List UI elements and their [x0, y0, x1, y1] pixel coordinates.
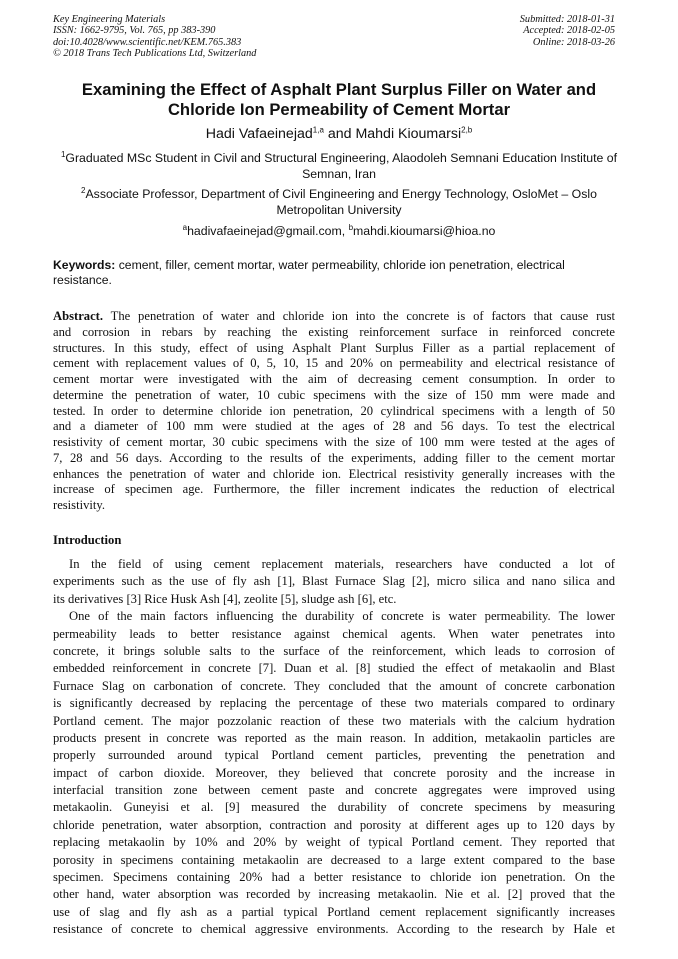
header-line: ISSN: 1662-9795, Vol. 765, pp 383-390	[53, 25, 216, 37]
text-line: embedded reinforcement in concrete [7]. Duan et al. [8] studied the effect of metakaolin and Blast	[53, 661, 615, 676]
text-line: interfacial transition zone between cement paste and concrete aggregates were improved using	[53, 783, 615, 798]
header-line: © 2018 Trans Tech Publications Ltd, Switzerland	[53, 48, 257, 60]
emails	[60, 224, 618, 240]
header-line: Key Engineering Materials	[53, 14, 166, 25]
author-name: Mahdi Kioumarsi	[355, 126, 462, 142]
section-heading: Introduction	[53, 533, 122, 547]
text-line: products present in concrete was reported as the main reason. In addition, metakaolin particles are	[53, 730, 615, 745]
text-line: experiments such as the use of fly ash [1], Blast Furnace Slag [2], micro silica and nano silica and	[53, 574, 615, 589]
text-line: increase of specimen age. Furthermore, the filler increment indicates the reduction of electrical	[53, 482, 615, 497]
text-line: Furnace Slag on carbonation of concrete. They concluded that the amount of concrete carbonation	[53, 678, 615, 693]
text-line: and a diameter of 100 mm were studied at the ages of 28 and 56 days. To test the electrical	[53, 419, 615, 434]
text-line: porosity in specimens containing metakaolin are decreased to a large extent compared to the base	[53, 852, 615, 867]
text-line: replacing metakaolin by 10% and 20% by weight of typical Portland cement. They reported that	[53, 835, 615, 850]
text-line: structures. In this study, effect of using Asphalt Plant Surplus Filler as a partial replacement of	[53, 340, 615, 355]
header-line: Online: 2018-03-26	[532, 36, 615, 48]
text-line: other hand, water absorption was recorded by increasing metakaolin. Nie et al. [2] proved that the	[53, 887, 615, 902]
text-line: tested. In order to determine chloride ion penetration, 20 cylindrical specimens with a length of 50	[53, 403, 615, 418]
text-line-content: The penetration of water and chloride ion into the concrete is of factors that cause rust	[103, 309, 615, 323]
text-line: cement with replacement values of 0, 5, 10, 15 and 20% on permeability and electrical resistance of	[53, 356, 615, 371]
email-link[interactable]: hadivafaeinejad@gmail.com	[187, 224, 342, 238]
authors	[40, 126, 638, 142]
header-line: doi:10.4028/www.scientific.net/KEM.765.383	[53, 36, 242, 48]
text-line: metakaolin. Guneyisi et al. [9] measured the durability of concrete specimens by measuring	[53, 800, 615, 815]
text-line: concrete, it brings soluble salts to the surface of the reinforcement, which leads to corrosion of	[53, 643, 615, 658]
text-line: permeability leads to better resistance against chemical agents. When water penetrates into	[53, 626, 615, 641]
affiliation	[60, 187, 618, 218]
affiliation	[60, 151, 618, 182]
introduction-body	[53, 556, 615, 939]
paragraph	[53, 608, 615, 938]
text-line: 7, 28 and 56 days. According to the results of the experiments, adding filler to the cement mortar	[53, 450, 615, 465]
text-line: resistance of concrete to chemical aggressive environments. According to the research by Hale et	[53, 922, 615, 937]
keywords-text: cement, filler, cement mortar, water permeability, chloride ion penetration, electrical resistance.	[53, 258, 569, 287]
affiliation-mark: 1	[60, 149, 66, 159]
text-line: resistivity.	[53, 498, 106, 512]
author-separator: and	[323, 126, 356, 142]
email-link[interactable]: mahdi.kioumarsi@hioa.no	[353, 224, 496, 238]
text-line: determine the penetration of water, 10 cubic specimens with the size of 150 mm were made and	[53, 387, 615, 402]
text-line	[53, 309, 615, 325]
journal-info	[53, 14, 256, 60]
text-line: enhances the penetration of water and chloride ion. Electrical resistivity generally increases with the	[53, 466, 615, 481]
text-line: resistivity of cement mortar, 30 cubic specimens with the size of 100 mm were tested at the ages of	[53, 435, 615, 449]
text-line: use of slag and fly ash as a partial typical Portland cement replacement significantly increases	[53, 904, 615, 919]
text-line: cement mortar were investigated with the aim of decreasing cement consumption. In order to	[53, 372, 615, 386]
email-mark: b	[348, 222, 354, 232]
author-affiliation-mark: 2,b	[461, 125, 473, 135]
header-line: Accepted: 2018-02-05	[523, 25, 615, 37]
text-line: Portland cement. The major pozzolanic reaction of these two materials with the calcium hydration	[53, 713, 615, 728]
title-line: Chloride Ion Permeability of Cement Mortar	[167, 100, 511, 119]
keywords-label: Keywords:	[53, 258, 116, 272]
text-line: In the field of using cement replacement materials, researchers have conducted a lot of	[69, 557, 615, 571]
keywords	[53, 258, 615, 288]
submission-dates	[520, 14, 615, 48]
email-separator: ,	[341, 224, 349, 238]
text-line: specimen. Specimens containing 20% had a better resistance to chloride ion penetration. On the	[53, 870, 615, 885]
text-line: its derivatives [3] Rice Husk Ash [4], zeolite [5], sludge ash [6], etc.	[53, 591, 397, 606]
paragraph	[53, 556, 615, 608]
text-line: and corrosion in rebars by reaching the existing reinforcement surface in reinforced concrete	[53, 324, 615, 339]
header-line: Submitted: 2018-01-31	[519, 14, 615, 25]
abstract	[53, 309, 615, 514]
text-line: impact of carbon dioxide. Moreover, they believed that concrete porosity and the increase in	[53, 765, 615, 780]
text-line: One of the main factors influencing the durability of concrete is water permeability. The lower	[69, 609, 615, 624]
email-mark: a	[182, 222, 188, 232]
text-line: chloride penetration, water absorption, contraction and porosity at different ages up to 120 days by	[53, 817, 615, 832]
title-line: Examining the Effect of Asphalt Plant Surplus Filler on Water and	[81, 80, 597, 99]
author-affiliation-mark: 1,a	[312, 125, 324, 135]
author-name: Hadi Vafaeinejad	[205, 126, 313, 142]
text-line: is significantly decreased by replacing the percentage of these two materials compared to ordinary	[53, 696, 615, 711]
affiliation-text: Associate Professor, Department of Civil Engineering and Energy Technology, OsloMet – Oslo Metropolitan University	[85, 187, 597, 217]
text-line: properly surrounded around typical Portland cement particles, preventing the penetration and	[53, 748, 615, 763]
affiliation-mark: 2	[81, 185, 86, 195]
paper-title	[40, 80, 638, 120]
affiliation-text: Graduated MSc Student in Civil and Structural Engineering, Alaodoleh Semnani Education Institute of Semnan, Iran	[65, 151, 618, 181]
abstract-label: Abstract.	[53, 309, 104, 323]
